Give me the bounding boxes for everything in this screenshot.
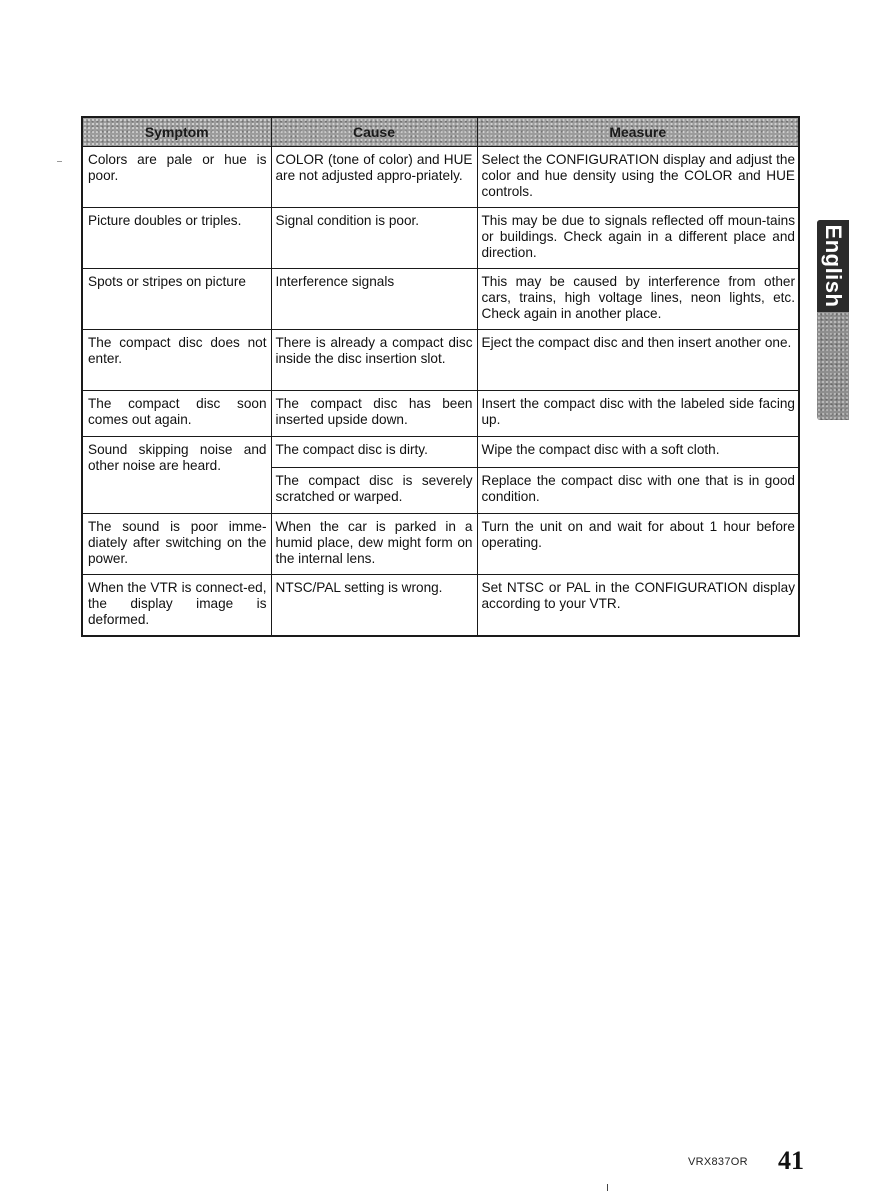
symptom-cell: Sound skipping noise and other noise are heard.: [82, 437, 271, 514]
troubleshooting-table: [81, 116, 800, 637]
language-side-tab: [817, 220, 849, 420]
table-header-row: [82, 117, 799, 147]
language-tab-label-area: [817, 220, 849, 312]
symptom-cell: Picture doubles or triples.: [82, 208, 271, 269]
measure-cell: Select the CONFIGURATION display and adjust the color and hue density using the COLOR and HUE controls.: [477, 147, 799, 208]
measure-cell: Eject the compact disc and then insert another one.: [477, 330, 799, 391]
crop-mark: [607, 1184, 608, 1191]
measure-cell: Turn the unit on and wait for about 1 hour before operating.: [477, 514, 799, 575]
cause-cell: The compact disc is dirty.: [271, 437, 477, 468]
header-measure: Measure: [477, 117, 799, 147]
page-number: 41: [778, 1146, 804, 1175]
footer-model-number: VRX837OR: [688, 1156, 748, 1168]
cause-cell: The compact disc has been inserted upside down.: [271, 391, 477, 437]
symptom-cell: Spots or stripes on picture: [82, 269, 271, 330]
table-row: [82, 575, 799, 637]
table-row: [82, 147, 799, 208]
symptom-cell: The sound is poor imme-diately after switching on the power.: [82, 514, 271, 575]
cause-cell: Signal condition is poor.: [271, 208, 477, 269]
symptom-cell: When the VTR is connect-ed, the display image is deformed.: [82, 575, 271, 637]
cause-cell: When the car is parked in a humid place, dew might form on the internal lens.: [271, 514, 477, 575]
symptom-cell: The compact disc soon comes out again.: [82, 391, 271, 437]
table-row: [82, 208, 799, 269]
measure-cell: Insert the compact disc with the labeled side facing up.: [477, 391, 799, 437]
measure-cell: This may be due to signals reflected off moun-tains or buildings. Check again in a different place and direction.: [477, 208, 799, 269]
header-symptom: Symptom: [82, 117, 271, 147]
table-row: [82, 391, 799, 437]
cause-cell: Interference signals: [271, 269, 477, 330]
symptom-cell: Colors are pale or hue is poor.: [82, 147, 271, 208]
measure-cell: Set NTSC or PAL in the CONFIGURATION display according to your VTR.: [477, 575, 799, 637]
language-tab-label: English: [821, 224, 846, 308]
cause-cell: NTSC/PAL setting is wrong.: [271, 575, 477, 637]
cause-cell: The compact disc is severely scratched or warped.: [271, 468, 477, 514]
measure-cell: This may be caused by interference from other cars, trains, high voltage lines, neon lights, etc. Check again in another place.: [477, 269, 799, 330]
margin-mark: [57, 161, 62, 162]
symptom-cell: The compact disc does not enter.: [82, 330, 271, 391]
table-row: [82, 330, 799, 391]
table-row: [82, 514, 799, 575]
measure-cell: Wipe the compact disc with a soft cloth.: [477, 437, 799, 468]
cause-cell: COLOR (tone of color) and HUE are not adjusted appro-priately.: [271, 147, 477, 208]
table-row: [82, 269, 799, 330]
measure-cell: Replace the compact disc with one that is in good condition.: [477, 468, 799, 514]
header-cause: Cause: [271, 117, 477, 147]
table-row: [82, 437, 799, 468]
cause-cell: There is already a compact disc inside the disc insertion slot.: [271, 330, 477, 391]
